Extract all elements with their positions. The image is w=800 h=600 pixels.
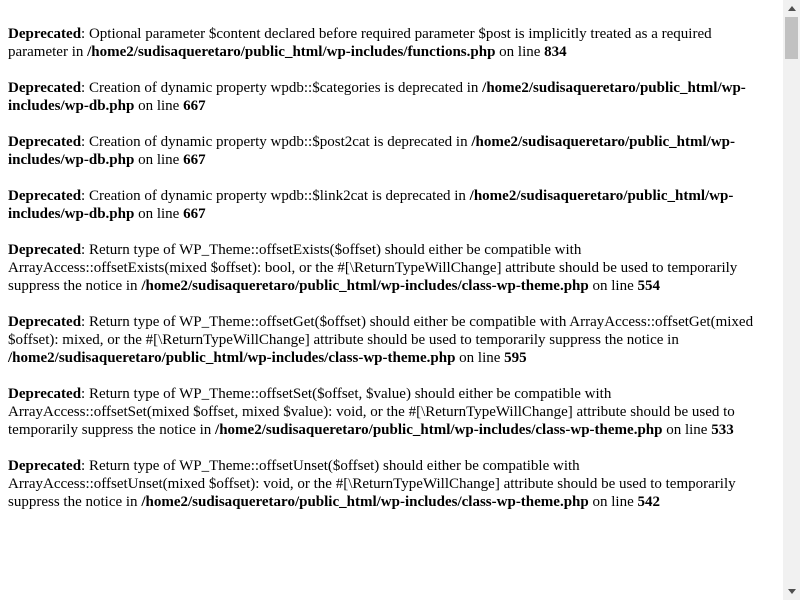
notice-message: : Return type of WP_Theme::offsetSet($offset, $value) should either be compatible with ArrayAccess::offsetSet(mixed $offset, mixed $value): void, or the #[\ReturnTypeWillChange] attribute should be used to temporarily suppress the notice in xyxy=(8,386,735,438)
notice-line-number: 667 xyxy=(183,152,206,168)
scroll-thumb[interactable] xyxy=(785,17,798,59)
notice-file-path: /home2/sudisaqueretaro/public_html/wp-includes/class-wp-theme.php xyxy=(141,278,589,294)
arrow-down-icon xyxy=(788,589,796,594)
notice-line-text: on line xyxy=(495,44,545,60)
notice-line-number: 834 xyxy=(544,44,567,60)
deprecation-notice xyxy=(8,25,773,61)
scroll-down-button[interactable] xyxy=(783,583,800,600)
notice-line-text: on line xyxy=(455,350,505,366)
notice-file-path: /home2/sudisaqueretaro/public_html/wp-includes/wp-db.php xyxy=(8,188,734,222)
deprecation-notice xyxy=(8,313,773,367)
notice-line-text: on line xyxy=(662,422,712,438)
deprecation-notice xyxy=(8,133,773,169)
notice-line-number: 667 xyxy=(183,206,206,222)
notice-line-text: on line xyxy=(134,98,184,114)
notice-line-number: 595 xyxy=(504,350,527,366)
deprecation-notice xyxy=(8,79,773,115)
notice-file-path: /home2/sudisaqueretaro/public_html/wp-includes/wp-db.php xyxy=(8,134,735,168)
notice-file-path: /home2/sudisaqueretaro/public_html/wp-includes/class-wp-theme.php xyxy=(141,494,589,510)
notice-message: : Return type of WP_Theme::offsetGet($offset) should either be compatible with ArrayAccess::offsetGet(mixed $offset): mixed, or the #[\ReturnTypeWillChange] attribute should be used to temporarily suppress the notice in xyxy=(8,314,754,348)
deprecation-notice xyxy=(8,187,773,223)
notice-line-text: on line xyxy=(134,206,184,222)
notice-label: Deprecated xyxy=(8,26,82,42)
deprecation-notice xyxy=(8,385,773,439)
deprecation-notice xyxy=(8,457,773,511)
notice-line-number: 533 xyxy=(711,422,734,438)
vertical-scrollbar[interactable] xyxy=(783,0,800,600)
notice-label: Deprecated xyxy=(8,458,82,474)
notice-line-text: on line xyxy=(134,152,184,168)
notice-label: Deprecated xyxy=(8,314,82,330)
notice-line-number: 667 xyxy=(183,98,206,114)
notice-file-path: /home2/sudisaqueretaro/public_html/wp-includes/functions.php xyxy=(87,44,496,60)
notice-line-number: 542 xyxy=(637,494,660,510)
notice-label: Deprecated xyxy=(8,242,82,258)
arrow-up-icon xyxy=(788,6,796,11)
notice-message: : Creation of dynamic property wpdb::$link2cat is deprecated in xyxy=(81,188,470,204)
scroll-up-button[interactable] xyxy=(783,0,800,17)
notice-message: : Creation of dynamic property wpdb::$post2cat is deprecated in xyxy=(81,134,472,150)
notice-message: : Return type of WP_Theme::offsetUnset($offset) should either be compatible with ArrayAccess::offsetUnset(mixed $offset): void, or the #[\ReturnTypeWillChange] attribute should be used to temporarily suppress the notice in xyxy=(8,458,736,510)
notice-label: Deprecated xyxy=(8,134,82,150)
notice-line-number: 554 xyxy=(637,278,660,294)
notice-message: : Return type of WP_Theme::offsetExists($offset) should either be compatible with ArrayAccess::offsetExists(mixed $offset): bool, or the #[\ReturnTypeWillChange] attribute should be used to temporarily suppress the notice in xyxy=(8,242,738,294)
deprecation-notice xyxy=(8,241,773,295)
notice-message: : Optional parameter $content declared before required parameter $post is implicitly treated as a required parameter in xyxy=(8,26,712,60)
notice-label: Deprecated xyxy=(8,386,82,402)
notice-line-text: on line xyxy=(588,494,638,510)
notice-message: : Creation of dynamic property wpdb::$categories is deprecated in xyxy=(81,80,483,96)
notice-file-path: /home2/sudisaqueretaro/public_html/wp-includes/class-wp-theme.php xyxy=(215,422,663,438)
notice-label: Deprecated xyxy=(8,188,82,204)
notice-file-path: /home2/sudisaqueretaro/public_html/wp-includes/class-wp-theme.php xyxy=(8,350,456,366)
notice-file-path: /home2/sudisaqueretaro/public_html/wp-includes/wp-db.php xyxy=(8,80,746,114)
notice-label: Deprecated xyxy=(8,80,82,96)
notice-line-text: on line xyxy=(588,278,638,294)
